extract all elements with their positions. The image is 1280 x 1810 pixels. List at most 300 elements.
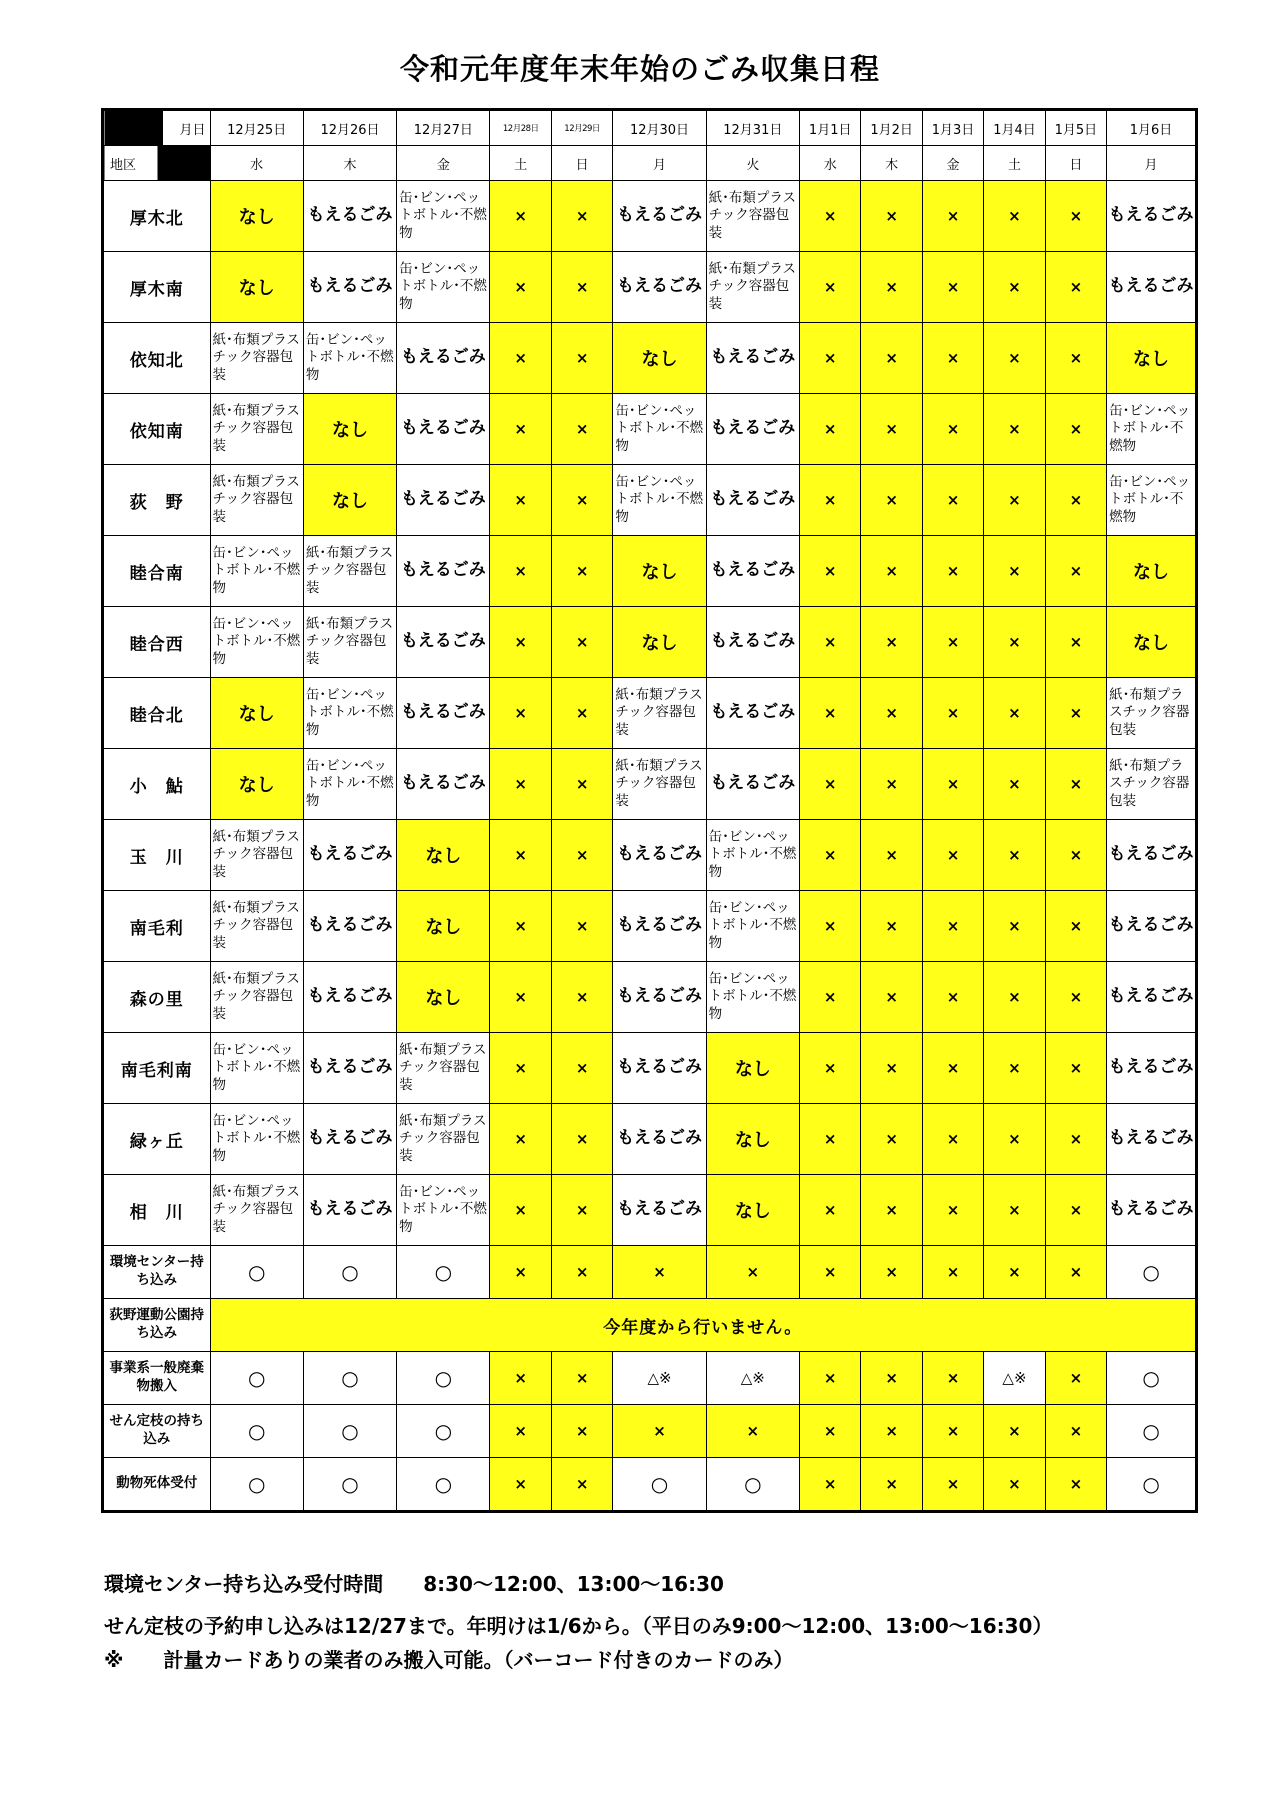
- schedule-cell: ×: [551, 1104, 612, 1175]
- facility-cell: ×: [799, 1352, 860, 1405]
- schedule-cell: なし: [1107, 536, 1197, 607]
- facility-cell: ○: [1107, 1352, 1197, 1405]
- schedule-cell: ×: [799, 607, 860, 678]
- schedule-cell: 紙･布類プラスチック容器包装: [706, 181, 799, 252]
- schedule-cell: ×: [1045, 749, 1106, 820]
- area-row: [103, 252, 1197, 323]
- schedule-cell: なし: [706, 1104, 799, 1175]
- schedule-cell: もえるごみ: [1107, 1175, 1197, 1246]
- facility-cell: ×: [799, 1246, 860, 1299]
- schedule-cell: もえるごみ: [397, 607, 490, 678]
- facility-cell: ×: [861, 1458, 922, 1512]
- area-row: [103, 1175, 1197, 1246]
- schedule-cell: ×: [922, 394, 983, 465]
- area-row: [103, 749, 1197, 820]
- schedule-cell: ×: [799, 394, 860, 465]
- schedule-cell: ×: [490, 323, 551, 394]
- schedule-cell: ×: [490, 536, 551, 607]
- schedule-cell: ×: [861, 252, 922, 323]
- area-row: [103, 607, 1197, 678]
- schedule-cell: ×: [922, 465, 983, 536]
- schedule-cell: ×: [799, 678, 860, 749]
- weekday-header: 土: [490, 146, 551, 181]
- date-header: 1月5日: [1045, 110, 1106, 146]
- schedule-cell: ×: [1045, 465, 1106, 536]
- schedule-cell: ×: [490, 465, 551, 536]
- area-name: 相 川: [103, 1175, 211, 1246]
- schedule-cell: 缶･ビン･ペットボトル･不燃物: [613, 465, 706, 536]
- schedule-cell: ×: [1045, 323, 1106, 394]
- schedule-cell: ×: [551, 820, 612, 891]
- schedule-cell: なし: [706, 1175, 799, 1246]
- schedule-cell: ×: [984, 394, 1045, 465]
- schedule-cell: ×: [984, 678, 1045, 749]
- schedule-cell: もえるごみ: [303, 1033, 396, 1104]
- schedule-cell: ×: [1045, 678, 1106, 749]
- facility-cell: ○: [1107, 1246, 1197, 1299]
- schedule-cell: ×: [984, 1175, 1045, 1246]
- schedule-cell: ×: [1045, 536, 1106, 607]
- facility-cell: ○: [706, 1458, 799, 1512]
- schedule-cell: ×: [984, 820, 1045, 891]
- schedule-cell: 缶･ビン･ペットボトル･不燃物: [706, 891, 799, 962]
- schedule-cell: ×: [799, 1104, 860, 1175]
- schedule-cell: 缶･ビン･ペットボトル･不燃物: [303, 749, 396, 820]
- schedule-cell: ×: [984, 891, 1045, 962]
- schedule-cell: 紙･布類プラスチック容器包装: [210, 1175, 303, 1246]
- schedule-cell: ×: [490, 394, 551, 465]
- facility-name: せん定枝の持ち込み: [103, 1405, 211, 1458]
- schedule-cell: 紙･布類プラスチック容器包装: [1107, 749, 1197, 820]
- schedule-cell: もえるごみ: [397, 536, 490, 607]
- schedule-cell: ×: [490, 1033, 551, 1104]
- schedule-cell: ×: [861, 536, 922, 607]
- date-header: 12月30日: [613, 110, 706, 146]
- schedule-cell: もえるごみ: [303, 1104, 396, 1175]
- schedule-cell: ×: [551, 891, 612, 962]
- schedule-table: [101, 108, 1198, 1513]
- schedule-cell: もえるごみ: [613, 1033, 706, 1104]
- schedule-cell: ×: [922, 252, 983, 323]
- facility-name: 事業系一般廃棄物搬入: [103, 1352, 211, 1405]
- facility-cell: ×: [490, 1405, 551, 1458]
- schedule-cell: ×: [799, 1033, 860, 1104]
- schedule-cell: ×: [551, 749, 612, 820]
- facility-cell: ×: [922, 1405, 983, 1458]
- schedule-cell: もえるごみ: [303, 962, 396, 1033]
- schedule-cell: ×: [551, 962, 612, 1033]
- schedule-cell: ×: [551, 678, 612, 749]
- schedule-cell: もえるごみ: [706, 749, 799, 820]
- schedule-cell: もえるごみ: [613, 181, 706, 252]
- schedule-cell: もえるごみ: [1107, 252, 1197, 323]
- facility-cell: ○: [210, 1405, 303, 1458]
- schedule-cell: なし: [397, 820, 490, 891]
- area-name: 森の里: [103, 962, 211, 1033]
- area-name: 荻 野: [103, 465, 211, 536]
- schedule-cell: もえるごみ: [706, 465, 799, 536]
- schedule-cell: ×: [861, 1104, 922, 1175]
- schedule-cell: ×: [490, 607, 551, 678]
- date-label: 月日: [179, 122, 206, 138]
- schedule-cell: 紙･布類プラスチック容器包装: [397, 1104, 490, 1175]
- facility-cell: ○: [210, 1458, 303, 1512]
- schedule-cell: ×: [922, 607, 983, 678]
- schedule-cell: 缶･ビン･ペットボトル･不燃物: [706, 962, 799, 1033]
- schedule-cell: 紙･布類プラスチック容器包装: [303, 607, 396, 678]
- weekday-header: 木: [303, 146, 396, 181]
- weekday-header: 月: [1107, 146, 1197, 181]
- weekday-header: 火: [706, 146, 799, 181]
- schedule-cell: ×: [922, 1033, 983, 1104]
- facility-name: 環境センター持ち込み: [103, 1246, 211, 1299]
- schedule-cell: ×: [490, 749, 551, 820]
- date-header: 12月31日: [706, 110, 799, 146]
- facility-cell: ×: [551, 1352, 612, 1405]
- facility-span-note: 今年度から行いません。: [210, 1299, 1197, 1352]
- area-row: [103, 678, 1197, 749]
- schedule-cell: なし: [397, 891, 490, 962]
- area-name: 小 鮎: [103, 749, 211, 820]
- area-row: [103, 1104, 1197, 1175]
- facility-cell: ×: [551, 1458, 612, 1512]
- schedule-cell: もえるごみ: [397, 394, 490, 465]
- schedule-cell: ×: [861, 820, 922, 891]
- weekday-header: 水: [799, 146, 860, 181]
- schedule-cell: ×: [922, 678, 983, 749]
- schedule-cell: ×: [490, 678, 551, 749]
- schedule-cell: ×: [1045, 1033, 1106, 1104]
- weekday-header-row: [103, 146, 1197, 181]
- schedule-cell: もえるごみ: [613, 1175, 706, 1246]
- schedule-cell: もえるごみ: [613, 962, 706, 1033]
- area-name: 南毛利: [103, 891, 211, 962]
- schedule-cell: ×: [861, 749, 922, 820]
- schedule-cell: ×: [799, 465, 860, 536]
- area-row: [103, 962, 1197, 1033]
- schedule-cell: ×: [984, 749, 1045, 820]
- facility-cell: ×: [799, 1405, 860, 1458]
- schedule-cell: ×: [984, 962, 1045, 1033]
- schedule-cell: ×: [551, 607, 612, 678]
- facility-cell: ○: [303, 1352, 396, 1405]
- weekday-header: 月: [613, 146, 706, 181]
- schedule-cell: もえるごみ: [613, 1104, 706, 1175]
- facility-cell: ○: [303, 1405, 396, 1458]
- facility-cell: ×: [861, 1352, 922, 1405]
- schedule-cell: ×: [490, 962, 551, 1033]
- facility-cell: ○: [613, 1458, 706, 1512]
- facility-cell: ×: [922, 1352, 983, 1405]
- schedule-cell: もえるごみ: [1107, 1104, 1197, 1175]
- footer-pruning-note: せん定枝の予約申し込みは12/27まで。年明けは1/6から。（平日のみ9:00～12:00、13:00～16:30）: [104, 1614, 1053, 1638]
- schedule-cell: もえるごみ: [1107, 891, 1197, 962]
- schedule-cell: 紙･布類プラスチック容器包装: [210, 323, 303, 394]
- facility-cell: △※: [706, 1352, 799, 1405]
- facility-cell: ×: [922, 1246, 983, 1299]
- facility-cell: ○: [397, 1405, 490, 1458]
- schedule-cell: ×: [799, 749, 860, 820]
- schedule-cell: もえるごみ: [613, 820, 706, 891]
- area-name: 依知北: [103, 323, 211, 394]
- schedule-cell: ×: [984, 1104, 1045, 1175]
- schedule-cell: 紙･布類プラスチック容器包装: [210, 962, 303, 1033]
- schedule-cell: ×: [551, 465, 612, 536]
- schedule-cell: 缶･ビン･ペットボトル･不燃物: [706, 820, 799, 891]
- facility-row: [103, 1458, 1197, 1512]
- weekday-header: 日: [551, 146, 612, 181]
- facility-cell: ×: [861, 1246, 922, 1299]
- schedule-cell: もえるごみ: [706, 394, 799, 465]
- schedule-cell: 缶･ビン･ペットボトル･不燃物: [210, 536, 303, 607]
- facility-cell: ×: [1045, 1246, 1106, 1299]
- schedule-cell: ×: [922, 891, 983, 962]
- facility-cell: ○: [210, 1246, 303, 1299]
- date-header: 1月4日: [984, 110, 1045, 146]
- facility-name: 動物死体受付: [103, 1458, 211, 1512]
- date-header: 1月1日: [799, 110, 860, 146]
- schedule-cell: ×: [922, 536, 983, 607]
- facility-cell: ○: [1107, 1405, 1197, 1458]
- facility-cell: ×: [551, 1405, 612, 1458]
- schedule-cell: 紙･布類プラスチック容器包装: [210, 394, 303, 465]
- schedule-cell: ×: [799, 820, 860, 891]
- schedule-cell: ×: [490, 1104, 551, 1175]
- schedule-cell: ×: [861, 607, 922, 678]
- area-row: [103, 323, 1197, 394]
- schedule-cell: もえるごみ: [397, 323, 490, 394]
- schedule-cell: ×: [490, 891, 551, 962]
- schedule-cell: もえるごみ: [303, 252, 396, 323]
- facility-row: [103, 1299, 1197, 1352]
- schedule-cell: もえるごみ: [1107, 962, 1197, 1033]
- schedule-cell: 缶･ビン･ペットボトル･不燃物: [1107, 465, 1197, 536]
- schedule-cell: もえるごみ: [1107, 1033, 1197, 1104]
- area-label-cell: [103, 146, 211, 181]
- weekday-header: 土: [984, 146, 1045, 181]
- date-header-row: [103, 110, 1197, 146]
- schedule-cell: ×: [1045, 1104, 1106, 1175]
- area-row: [103, 820, 1197, 891]
- schedule-cell: なし: [303, 465, 396, 536]
- schedule-cell: もえるごみ: [303, 891, 396, 962]
- facility-cell: ×: [984, 1246, 1045, 1299]
- area-name: 睦合西: [103, 607, 211, 678]
- facility-cell: ×: [706, 1246, 799, 1299]
- schedule-cell: もえるごみ: [303, 1175, 396, 1246]
- facility-cell: ×: [984, 1458, 1045, 1512]
- date-header: 1月2日: [861, 110, 922, 146]
- schedule-cell: ×: [861, 323, 922, 394]
- schedule-cell: なし: [613, 536, 706, 607]
- schedule-cell: ×: [799, 536, 860, 607]
- schedule-cell: ×: [799, 181, 860, 252]
- area-row: [103, 465, 1197, 536]
- schedule-cell: ×: [922, 181, 983, 252]
- schedule-cell: もえるごみ: [613, 891, 706, 962]
- facility-name: 荻野運動公園持ち込み: [103, 1299, 211, 1352]
- facility-cell: ○: [303, 1246, 396, 1299]
- schedule-cell: ×: [861, 465, 922, 536]
- date-label-cell: [103, 110, 211, 146]
- schedule-cell: なし: [1107, 607, 1197, 678]
- schedule-cell: ×: [1045, 252, 1106, 323]
- schedule-cell: ×: [551, 181, 612, 252]
- date-header: 12月28日: [490, 110, 551, 146]
- schedule-cell: なし: [613, 607, 706, 678]
- date-header: 12月29日: [551, 110, 612, 146]
- facility-cell: ×: [490, 1246, 551, 1299]
- schedule-cell: 紙･布類プラスチック容器包装: [210, 891, 303, 962]
- area-name: 厚木北: [103, 181, 211, 252]
- area-name: 睦合北: [103, 678, 211, 749]
- schedule-cell: ×: [984, 465, 1045, 536]
- schedule-cell: 缶･ビン･ペットボトル･不燃物: [397, 1175, 490, 1246]
- facility-cell: ×: [1045, 1352, 1106, 1405]
- schedule-cell: 缶･ビン･ペットボトル･不燃物: [303, 678, 396, 749]
- schedule-cell: ×: [490, 1175, 551, 1246]
- area-row: [103, 891, 1197, 962]
- schedule-cell: ×: [1045, 820, 1106, 891]
- schedule-cell: 缶･ビン･ペットボトル･不燃物: [397, 181, 490, 252]
- schedule-cell: もえるごみ: [613, 252, 706, 323]
- date-header: 1月6日: [1107, 110, 1197, 146]
- facility-row: [103, 1405, 1197, 1458]
- schedule-cell: ×: [490, 181, 551, 252]
- facility-cell: ×: [799, 1458, 860, 1512]
- schedule-cell: ×: [922, 749, 983, 820]
- facility-cell: ×: [613, 1246, 706, 1299]
- facility-cell: ×: [1045, 1405, 1106, 1458]
- schedule-cell: もえるごみ: [706, 536, 799, 607]
- schedule-cell: ×: [922, 820, 983, 891]
- facility-cell: ○: [303, 1458, 396, 1512]
- facility-cell: △※: [613, 1352, 706, 1405]
- schedule-cell: ×: [984, 181, 1045, 252]
- weekday-header: 金: [922, 146, 983, 181]
- area-row: [103, 181, 1197, 252]
- schedule-cell: なし: [303, 394, 396, 465]
- schedule-cell: ×: [799, 962, 860, 1033]
- schedule-cell: ×: [1045, 394, 1106, 465]
- schedule-cell: なし: [210, 181, 303, 252]
- facility-cell: △※: [984, 1352, 1045, 1405]
- schedule-cell: ×: [490, 252, 551, 323]
- area-row: [103, 394, 1197, 465]
- schedule-cell: 缶･ビン･ペットボトル･不燃物: [210, 607, 303, 678]
- schedule-cell: ×: [861, 678, 922, 749]
- date-header: 12月26日: [303, 110, 396, 146]
- schedule-cell: ×: [861, 962, 922, 1033]
- schedule-cell: ×: [551, 323, 612, 394]
- footer-reception-hours: 環境センター持ち込み受付時間 8:30～12:00、13:00～16:30: [104, 1572, 724, 1596]
- schedule-cell: なし: [1107, 323, 1197, 394]
- area-name: 南毛利南: [103, 1033, 211, 1104]
- facility-cell: ○: [1107, 1458, 1197, 1512]
- date-header: 1月3日: [922, 110, 983, 146]
- schedule-cell: 缶･ビン･ペットボトル･不燃物: [613, 394, 706, 465]
- schedule-cell: 缶･ビン･ペットボトル･不燃物: [303, 323, 396, 394]
- schedule-cell: ×: [861, 394, 922, 465]
- schedule-cell: ×: [799, 891, 860, 962]
- schedule-cell: 缶･ビン･ペットボトル･不燃物: [210, 1033, 303, 1104]
- schedule-cell: ×: [1045, 962, 1106, 1033]
- schedule-cell: 紙･布類プラスチック容器包装: [706, 252, 799, 323]
- schedule-cell: もえるごみ: [1107, 820, 1197, 891]
- schedule-cell: ×: [551, 536, 612, 607]
- schedule-cell: もえるごみ: [706, 607, 799, 678]
- facility-cell: ×: [861, 1405, 922, 1458]
- schedule-cell: 缶･ビン･ペットボトル･不燃物: [210, 1104, 303, 1175]
- schedule-cell: ×: [799, 323, 860, 394]
- schedule-cell: 紙･布類プラスチック容器包装: [613, 678, 706, 749]
- schedule-cell: ×: [551, 1033, 612, 1104]
- schedule-cell: なし: [613, 323, 706, 394]
- schedule-cell: ×: [1045, 1175, 1106, 1246]
- schedule-cell: 紙･布類プラスチック容器包装: [1107, 678, 1197, 749]
- facility-cell: ○: [397, 1458, 490, 1512]
- schedule-cell: もえるごみ: [303, 820, 396, 891]
- schedule-cell: ×: [1045, 891, 1106, 962]
- area-name: 睦合南: [103, 536, 211, 607]
- schedule-cell: ×: [490, 820, 551, 891]
- schedule-cell: なし: [706, 1033, 799, 1104]
- schedule-cell: 紙･布類プラスチック容器包装: [397, 1033, 490, 1104]
- facility-cell: ○: [397, 1246, 490, 1299]
- date-header: 12月25日: [210, 110, 303, 146]
- schedule-cell: ×: [922, 1175, 983, 1246]
- schedule-cell: 紙･布類プラスチック容器包装: [303, 536, 396, 607]
- schedule-cell: もえるごみ: [397, 465, 490, 536]
- facility-cell: ×: [1045, 1458, 1106, 1512]
- schedule-cell: もえるごみ: [303, 181, 396, 252]
- schedule-cell: なし: [210, 678, 303, 749]
- facility-row: [103, 1246, 1197, 1299]
- schedule-cell: なし: [397, 962, 490, 1033]
- schedule-cell: ×: [861, 1033, 922, 1104]
- schedule-cell: ×: [551, 1175, 612, 1246]
- weekday-header: 木: [861, 146, 922, 181]
- schedule-cell: ×: [1045, 607, 1106, 678]
- schedule-cell: ×: [984, 607, 1045, 678]
- schedule-cell: もえるごみ: [397, 678, 490, 749]
- schedule-cell: ×: [799, 252, 860, 323]
- facility-cell: ×: [984, 1405, 1045, 1458]
- area-name: 厚木南: [103, 252, 211, 323]
- schedule-cell: ×: [984, 536, 1045, 607]
- area-name: 緑ヶ丘: [103, 1104, 211, 1175]
- schedule-cell: もえるごみ: [397, 749, 490, 820]
- area-label: 地区: [110, 157, 137, 173]
- schedule-cell: もえるごみ: [1107, 181, 1197, 252]
- facility-row: [103, 1352, 1197, 1405]
- schedule-cell: ×: [922, 962, 983, 1033]
- weekday-header: 金: [397, 146, 490, 181]
- facility-cell: ×: [551, 1246, 612, 1299]
- area-row: [103, 1033, 1197, 1104]
- schedule-cell: 紙･布類プラスチック容器包装: [210, 820, 303, 891]
- schedule-cell: ×: [551, 252, 612, 323]
- schedule-cell: ×: [984, 1033, 1045, 1104]
- facility-cell: ○: [210, 1352, 303, 1405]
- schedule-cell: ×: [984, 323, 1045, 394]
- facility-cell: ×: [922, 1458, 983, 1512]
- area-row: [103, 536, 1197, 607]
- schedule-cell: ×: [922, 323, 983, 394]
- footer-business-note: ※ 計量カードありの業者のみ搬入可能。（バーコード付きのカードのみ）: [104, 1648, 794, 1672]
- facility-cell: ×: [706, 1405, 799, 1458]
- schedule-cell: ×: [799, 1175, 860, 1246]
